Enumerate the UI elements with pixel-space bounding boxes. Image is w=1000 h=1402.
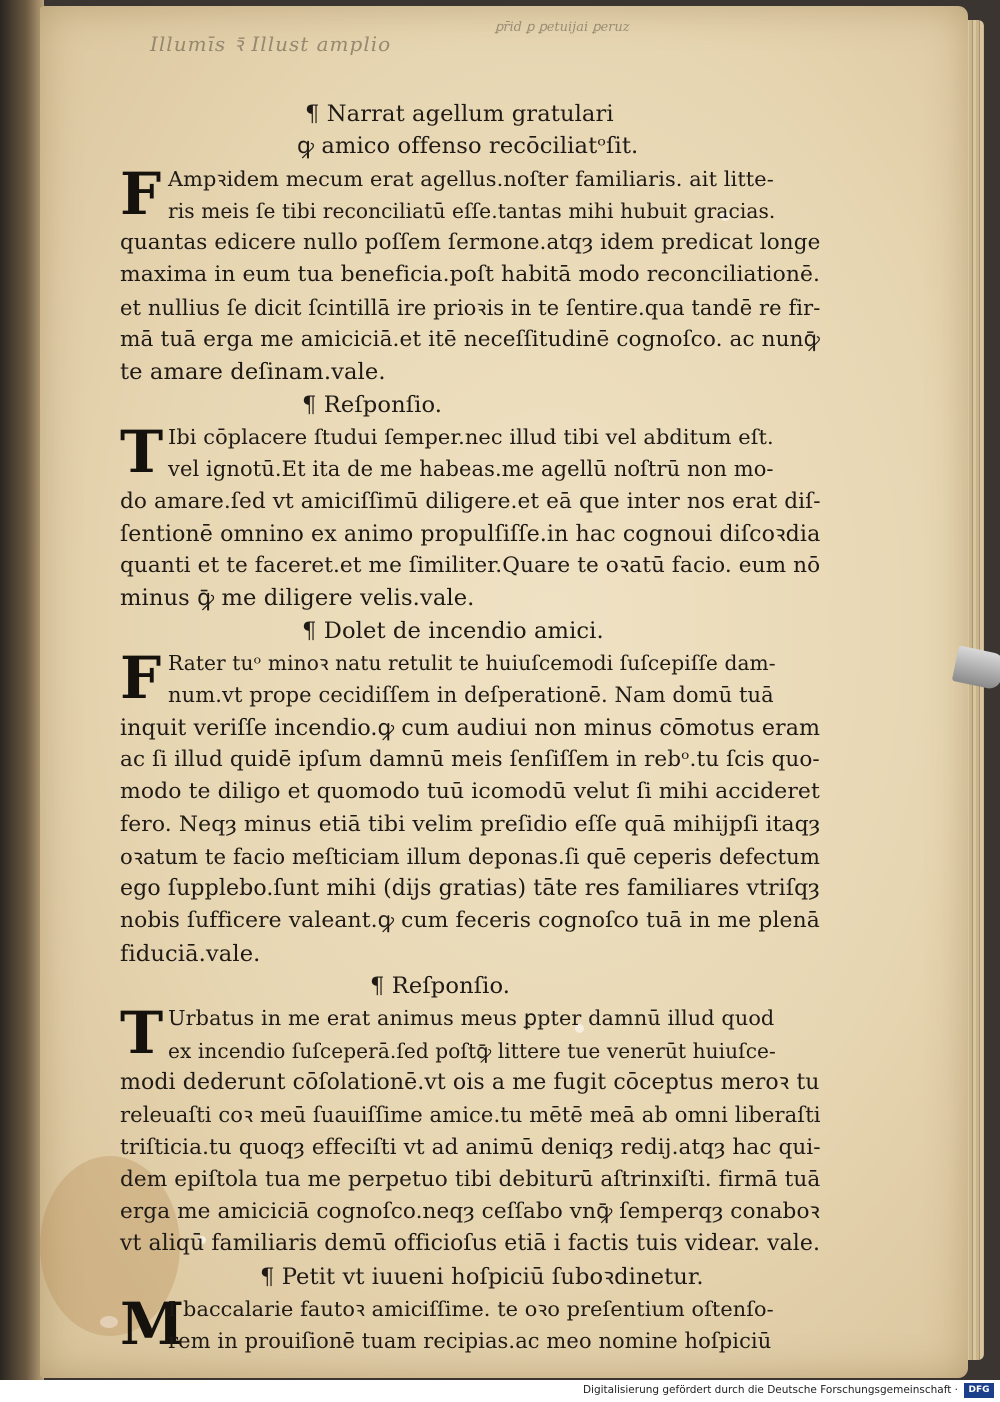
footer-bar [0, 1380, 1000, 1402]
text-line: releuaſti coꝛ meū ſuauiſſime amice.tu mētē meā ab omni liberaſti [120, 1102, 821, 1128]
text-line: fiduciā.vale. [120, 940, 261, 967]
marginal-handwriting: Illumīs ꝛ̄ Illust amplio [150, 32, 392, 56]
text-line: oꝛatum te facio meſticiam illum deponas.ſi quē ceperis defectum [120, 843, 820, 869]
text-line: inquit veriſſe incendio.ꝙ cum audiui non minus cōmotus eram [120, 714, 821, 741]
letter-paragraph [120, 1002, 820, 1067]
text-line: mā tuā erga me amiciciā.et itē neceſſitudinē cognoſco. ac nunꝙ̄ [120, 327, 820, 353]
text-line: vel ignotū.Et ita de me habeas.me agellū noſtrū non mo- [168, 457, 774, 482]
drop-initial: T [120, 1002, 164, 1067]
text-line: erga me amiciciā cognoſco.neqȝ ceſſabo vnꝙ̄ ſemperqȝ conaboꝛ [120, 1199, 820, 1225]
text-line: minus ꝙ̄ me diligere velis.vale. [120, 585, 475, 612]
letter-paragraph [120, 163, 820, 228]
letter-paragraph [120, 421, 820, 486]
text-line: Rater tuᵒ minoꝛ natu retulit te huiuſcemodi ſuſcepiſſe dam- [168, 651, 776, 676]
section-heading: ꝙ amico offenso recōciliatᵒſit. [297, 133, 639, 160]
text-line: te amare deſinam.vale. [120, 359, 386, 386]
drop-initial: F [120, 647, 162, 712]
drop-initial: M [120, 1292, 185, 1358]
text-line: quanti et te faceret.et me ſimiliter.Quare te oꝛatū facio. eum nō [120, 553, 821, 579]
section-heading: ¶ Reſponſio. [302, 391, 443, 418]
text-line: ex incendio ſuſceperā.ſed poſtꝙ̄ littere tue venerūt huiuſce- [168, 1038, 776, 1063]
text-line: fero. Neqȝ minus etiā tibi velim preſidio eſſe quā mihijpſi itaqȝ [120, 811, 821, 837]
text-line: quantas edicere nullo poſſem ſermone.atqȝ idem predicat longe [120, 230, 821, 256]
text-line: num.vt prope cecidiſſem in deſperationē. Nam domū tuā [168, 683, 774, 708]
letter-paragraph [120, 647, 820, 712]
text-line: ego ſupplebo.ſunt mihi (dijs gratias) tāte res familiares vtriſqȝ [120, 876, 820, 902]
text-line: modi dederunt cōſolationē.vt ois a me fugit cōceptus meroꝛ tu [120, 1069, 820, 1095]
text-line: ris meis ſe tibi reconciliatū eſſe.tantas mihi hubuit gracias. [168, 198, 776, 223]
text-line: nobis ſufficere valeant.ꝙ cum feceris cognoſco tuā in me plenā [120, 908, 820, 934]
text-line: modo te diligo et quomodo tuū icomodū velut ſi mihi accideret [120, 779, 820, 805]
book-gutter [0, 0, 44, 1380]
dfg-logo: DFG [964, 1383, 994, 1398]
letter-paragraph [120, 1293, 820, 1358]
letter-text-block [120, 98, 820, 1358]
text-line: I baccalarie fautoꝛ amiciſſime. te oꝛo preſentium oſtenſo- [168, 1296, 774, 1321]
text-line: rem in prouiſionē tuam recipias.ac meo nomine hoſpiciū [168, 1329, 772, 1354]
drop-initial: F [120, 162, 162, 228]
text-line: ſentionē omnino ex animo propulſiſſe.in hac cognoui diſcoꝛdia [120, 520, 821, 547]
drop-initial: T [120, 420, 164, 486]
text-line: maxima in eum tua beneficia.poſt habitā modo reconciliationē. [120, 262, 821, 288]
section-heading: ¶ Dolet de incendio amici. [302, 617, 604, 644]
section-heading: ¶ Petit vt iuueni hoſpiciū ſuboꝛdinetur. [260, 1263, 704, 1290]
section-heading: ¶ Reſponſio. [370, 973, 511, 1000]
text-line: Ampꝛidem mecum erat agellus.noſter familiaris. ait litte- [168, 166, 774, 191]
funding-credit: Digitalisierung gefördert durch die Deutsche Forschungsgemeinschaft · [582, 1384, 958, 1396]
text-line: triſticia.tu quoqȝ effeciſti vt ad animū deniqȝ redij.atqȝ hac qui- [120, 1134, 821, 1160]
text-line: Urbatus in me erat animus meus ꝑpter damnū illud quod [168, 1006, 775, 1031]
text-line: Ibi cōplacere ſtudui ſemper.nec illud tibi vel abditum eſt. [168, 424, 774, 449]
marginal-handwriting-right: ꝑr̄id ꝑ ꝑetuijai ꝑeruz [495, 20, 630, 35]
text-line: ac ſi illud quidē ipſum damnū meis ſenſiſſem in rebᵒ.tu ſcis quo- [120, 746, 820, 772]
text-line: vt aliqū familiaris demū officioſus etiā i factis tuis videar. vale. [120, 1231, 821, 1257]
text-line: do amare.ſed vt amiciſſimū diligere.et eā que inter nos erat diſ- [120, 488, 821, 514]
text-line: et nullius ſe dicit ſcintillā ire prioꝛis in te ſentire.qua tandē re fir- [120, 294, 821, 320]
section-heading: ¶ Narrat agellum gratulari [305, 101, 614, 127]
text-line: dem epiſtola tua me perpetuo tibi debiturū aſtrinxiſti. firmā tuā [120, 1166, 821, 1192]
